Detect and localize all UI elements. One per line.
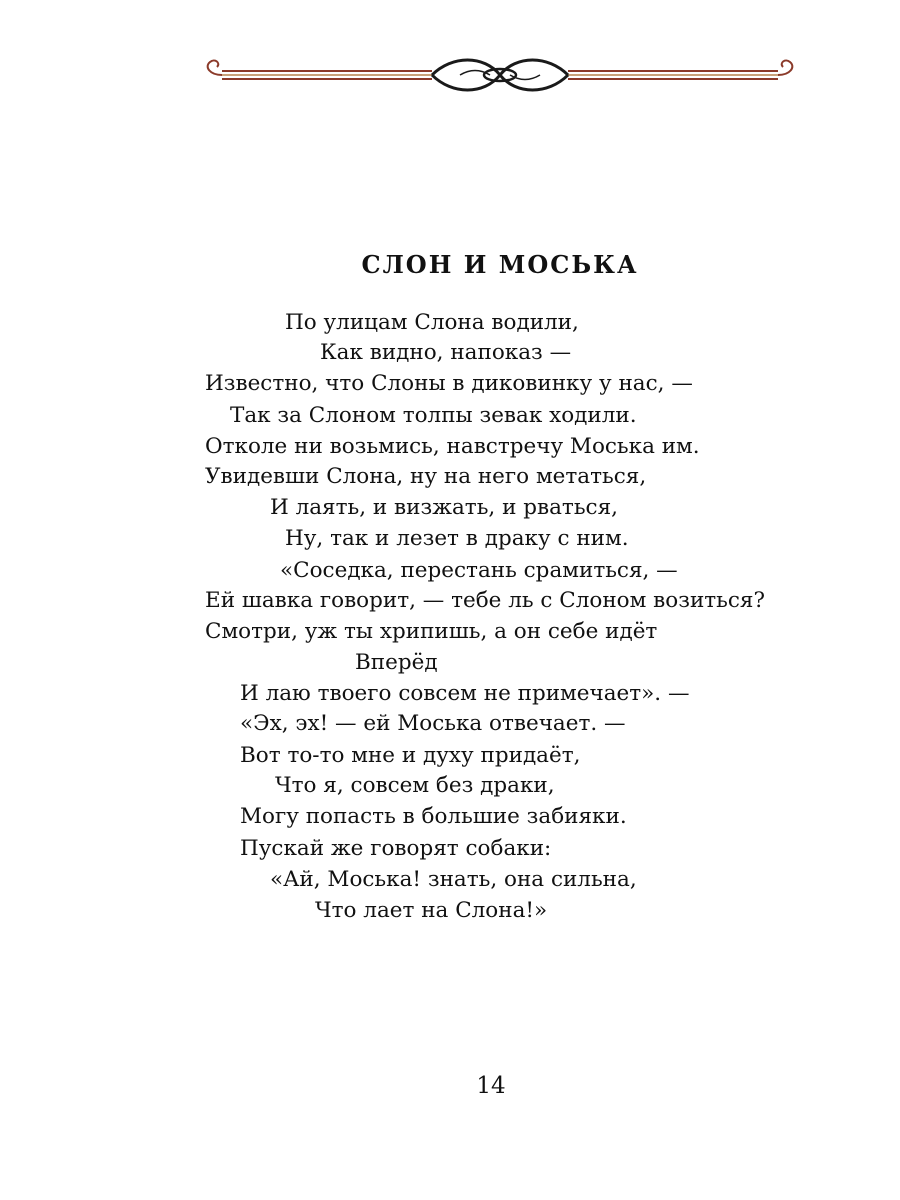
poem-line: Что я, совсем без драки, [275, 773, 555, 798]
poem-line: Могу попасть в большие забияки. [240, 804, 627, 829]
poem-line: Смотри, уж ты хрипишь, а он себе идёт [205, 619, 658, 644]
poem-line: «Эх, эх! — ей Моська отвечает. — [240, 711, 626, 736]
poem-line: И лаю твоего совсем не примечает». — [240, 681, 690, 706]
poem-line: По улицам Слона водили, [285, 310, 579, 335]
page-number: 14 [476, 1073, 506, 1099]
poem-line: Как видно, напоказ — [320, 340, 572, 365]
poem-line: Отколе ни возьмись, навстречу Моська им. [205, 434, 700, 459]
poem-line: Что лает на Слона!» [315, 898, 548, 923]
poem-line: Пускай же говорят собаки: [240, 836, 552, 861]
poem-line: Увидевши Слона, ну на него метаться, [205, 464, 647, 489]
poem-line: Ей шавка говорит, — тебе ль с Слоном возиться? [205, 588, 766, 613]
poem-line: Так за Слоном толпы зевак ходили. [230, 403, 637, 428]
poem-line: Вперёд [355, 650, 438, 675]
poem-line: Ну, так и лезет в драку с ним. [285, 526, 629, 551]
poem-line: Вот то-то мне и духу придаёт, [240, 743, 581, 768]
poem-line: «Соседка, перестань срамиться, — [280, 558, 678, 583]
poem-line: И лаять, и визжать, и рваться, [270, 495, 618, 520]
poem-line: Известно, что Слоны в диковинку у нас, — [205, 371, 693, 396]
ornamental-divider-icon [200, 45, 800, 105]
poem-title: СЛОН И МОСЬКА [361, 250, 639, 279]
poem-line: «Ай, Моська! знать, она сильна, [270, 867, 637, 892]
